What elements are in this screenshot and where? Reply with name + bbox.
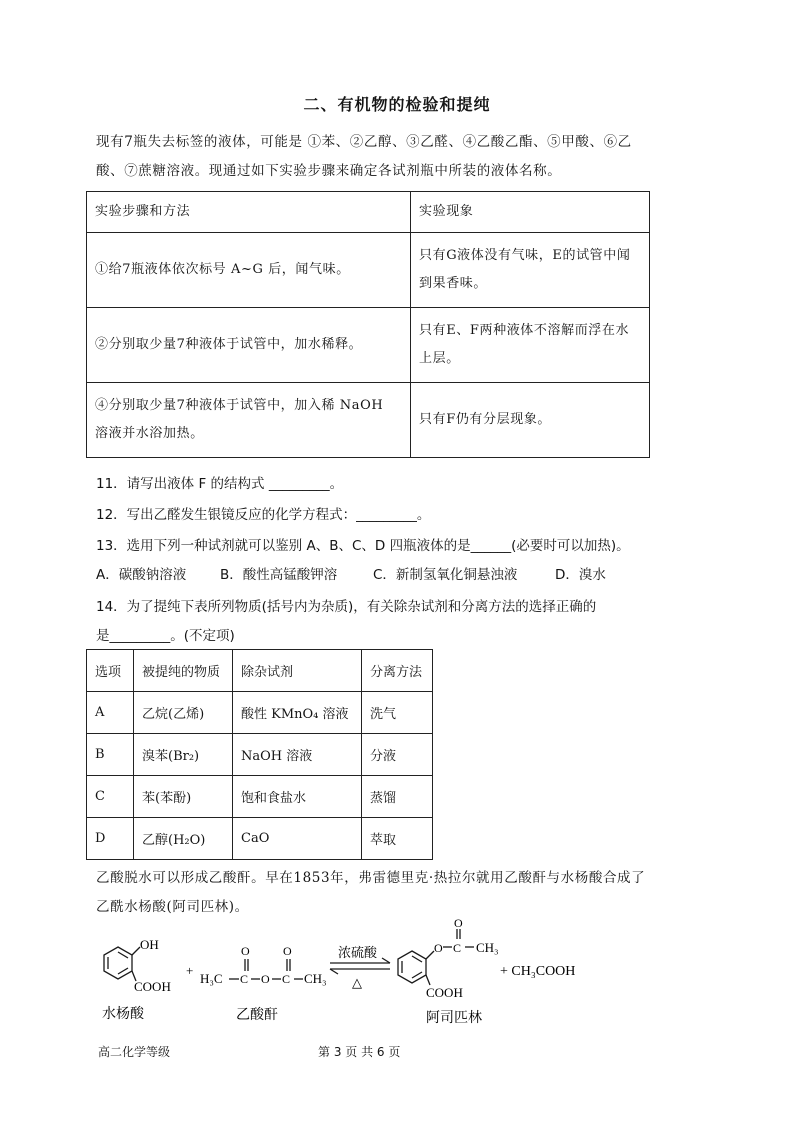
question-14-line2: 是_________。(不定项): [96, 628, 235, 644]
option-d: D．溴水: [555, 567, 606, 583]
history-line: 乙酰水杨酸(阿司匹林)。: [96, 899, 249, 915]
step-cell: [87, 383, 411, 458]
intro-paragraph: [96, 128, 656, 186]
step-cell: ①给7瓶液体依次标号 A~G 后，闻气味。: [87, 233, 411, 308]
salicylic-acid-structure: [104, 947, 140, 981]
table-cell: 萃取: [362, 818, 433, 860]
aspirin-synthesis-reaction: [90, 916, 610, 1030]
table-cell: A: [87, 692, 134, 734]
acetic-anhydride-name: 乙酸酐: [236, 1007, 278, 1023]
history-line: 乙酸脱水可以形成乙酸酐。早在1853年，弗雷德里克·热拉尔就用乙酸酐与水杨酸合成了: [96, 870, 646, 886]
table-cell: D: [87, 818, 134, 860]
ester-o-label: O: [434, 941, 443, 955]
table-row: [87, 818, 433, 860]
carbonyl-o-label: O: [241, 944, 250, 958]
result-line: 到果香味。: [419, 276, 488, 291]
catalyst-label: 浓硫酸: [338, 946, 378, 961]
experiment-table: [86, 191, 650, 458]
result-line: 上层。: [419, 351, 460, 366]
purification-table: [86, 649, 433, 860]
question-13: 13．选用下列一种试剂就可以鉴别 A、B、C、D 四瓶液体的是______(必要时可以加热)。: [96, 538, 630, 554]
table-cell: C: [87, 776, 134, 818]
result-line: 只有E、F两种液体不溶解而浮在水: [419, 323, 630, 338]
header-cell: 选项: [87, 650, 134, 692]
table-header-row: [87, 650, 433, 692]
question-11: 11．请写出液体 F 的结构式 _________。: [96, 476, 344, 492]
question-13-options: [96, 563, 656, 583]
step-cell: ②分别取少量7种液体于试管中，加水稀释。: [87, 308, 411, 383]
table-cell: 苯(苯酚): [134, 776, 233, 818]
step-line: ④分别取少量7种液体于试管中，加入稀 NaOH: [95, 398, 384, 413]
header-cell: 除杂试剂: [233, 650, 362, 692]
byproduct-label: + CH₃COOH: [500, 964, 576, 979]
plus-sign: +: [186, 963, 194, 978]
svg-text:C: C: [453, 941, 462, 955]
header-cell: 实验现象: [411, 192, 650, 233]
question-14-line1: 14．为了提纯下表所列物质(括号内为杂质)，有关除杂试剂和分离方法的选择正确的: [96, 599, 597, 615]
aspirin-structure: [398, 929, 474, 985]
result-line: 只有F仍有分层现象。: [419, 412, 552, 427]
ch3-label: CH₃: [476, 940, 499, 955]
result-cell: [411, 383, 650, 458]
table-header-row: [87, 192, 650, 233]
table-row: [87, 776, 433, 818]
heat-condition: △: [352, 975, 362, 990]
svg-text:C: C: [282, 972, 291, 986]
hydroxyl-label: OH: [140, 937, 159, 952]
page-number: 第 3 页 共 6 页: [318, 1045, 401, 1059]
step-line: 溶液并水浴加热。: [95, 426, 204, 441]
header-cell: 分离方法: [362, 650, 433, 692]
aspirin-name: 阿司匹林: [426, 1010, 482, 1026]
table-cell: 溴苯(Br₂): [134, 734, 233, 776]
option-b: B．酸性高锰酸钾溶: [220, 567, 338, 583]
table-cell: 分液: [362, 734, 433, 776]
intro-line: 酸、⑦蔗糖溶液。现通过如下实验步骤来确定各试剂瓶中所装的液体名称。: [96, 163, 562, 179]
salicylic-acid-name: 水杨酸: [102, 1006, 144, 1022]
intro-line: 现有7瓶失去标签的液体，可能是 ①苯、②乙醇、③乙醛、④乙酸乙酯、⑤甲酸、⑥乙: [96, 134, 632, 150]
table-cell: 酸性 KMnO₄ 溶液: [233, 692, 362, 734]
table-cell: NaOH 溶液: [233, 734, 362, 776]
question-12: 12．写出乙醛发生银镜反应的化学方程式：_________。: [96, 507, 431, 523]
table-row: [87, 308, 650, 383]
footer-course: 高二化学等级: [98, 1045, 171, 1059]
option-a: A．碳酸钠溶液: [96, 567, 187, 583]
table-cell: 饱和食盐水: [233, 776, 362, 818]
header-cell: 实验步骤和方法: [87, 192, 411, 233]
carbonyl-o-label: O: [454, 916, 463, 930]
history-paragraph: [96, 864, 666, 922]
result-cell: [411, 308, 650, 383]
h3c-label: H₃C: [200, 971, 223, 986]
table-cell: 乙烷(乙烯): [134, 692, 233, 734]
ch3-label: CH₃: [304, 971, 327, 986]
carboxyl-label: COOH: [426, 985, 463, 1000]
table-cell: B: [87, 734, 134, 776]
result-cell: [411, 233, 650, 308]
section-title: 二、有机物的检验和提纯: [303, 95, 491, 114]
carbonyl-o-label: O: [283, 944, 292, 958]
table-cell: 蒸馏: [362, 776, 433, 818]
result-line: 只有G液体没有气味，E的试管中闻: [419, 248, 631, 263]
bridge-o-label: O: [261, 972, 270, 986]
table-row: [87, 383, 650, 458]
table-row: [87, 734, 433, 776]
carboxyl-label: COOH: [134, 979, 171, 994]
option-c: C．新制氢氧化铜悬浊液: [373, 567, 518, 583]
table-row: [87, 233, 650, 308]
table-cell: 乙醇(H₂O): [134, 818, 233, 860]
table-cell: CaO: [233, 818, 362, 860]
table-row: [87, 692, 433, 734]
table-cell: 洗气: [362, 692, 433, 734]
svg-text:C: C: [240, 972, 249, 986]
header-cell: 被提纯的物质: [134, 650, 233, 692]
